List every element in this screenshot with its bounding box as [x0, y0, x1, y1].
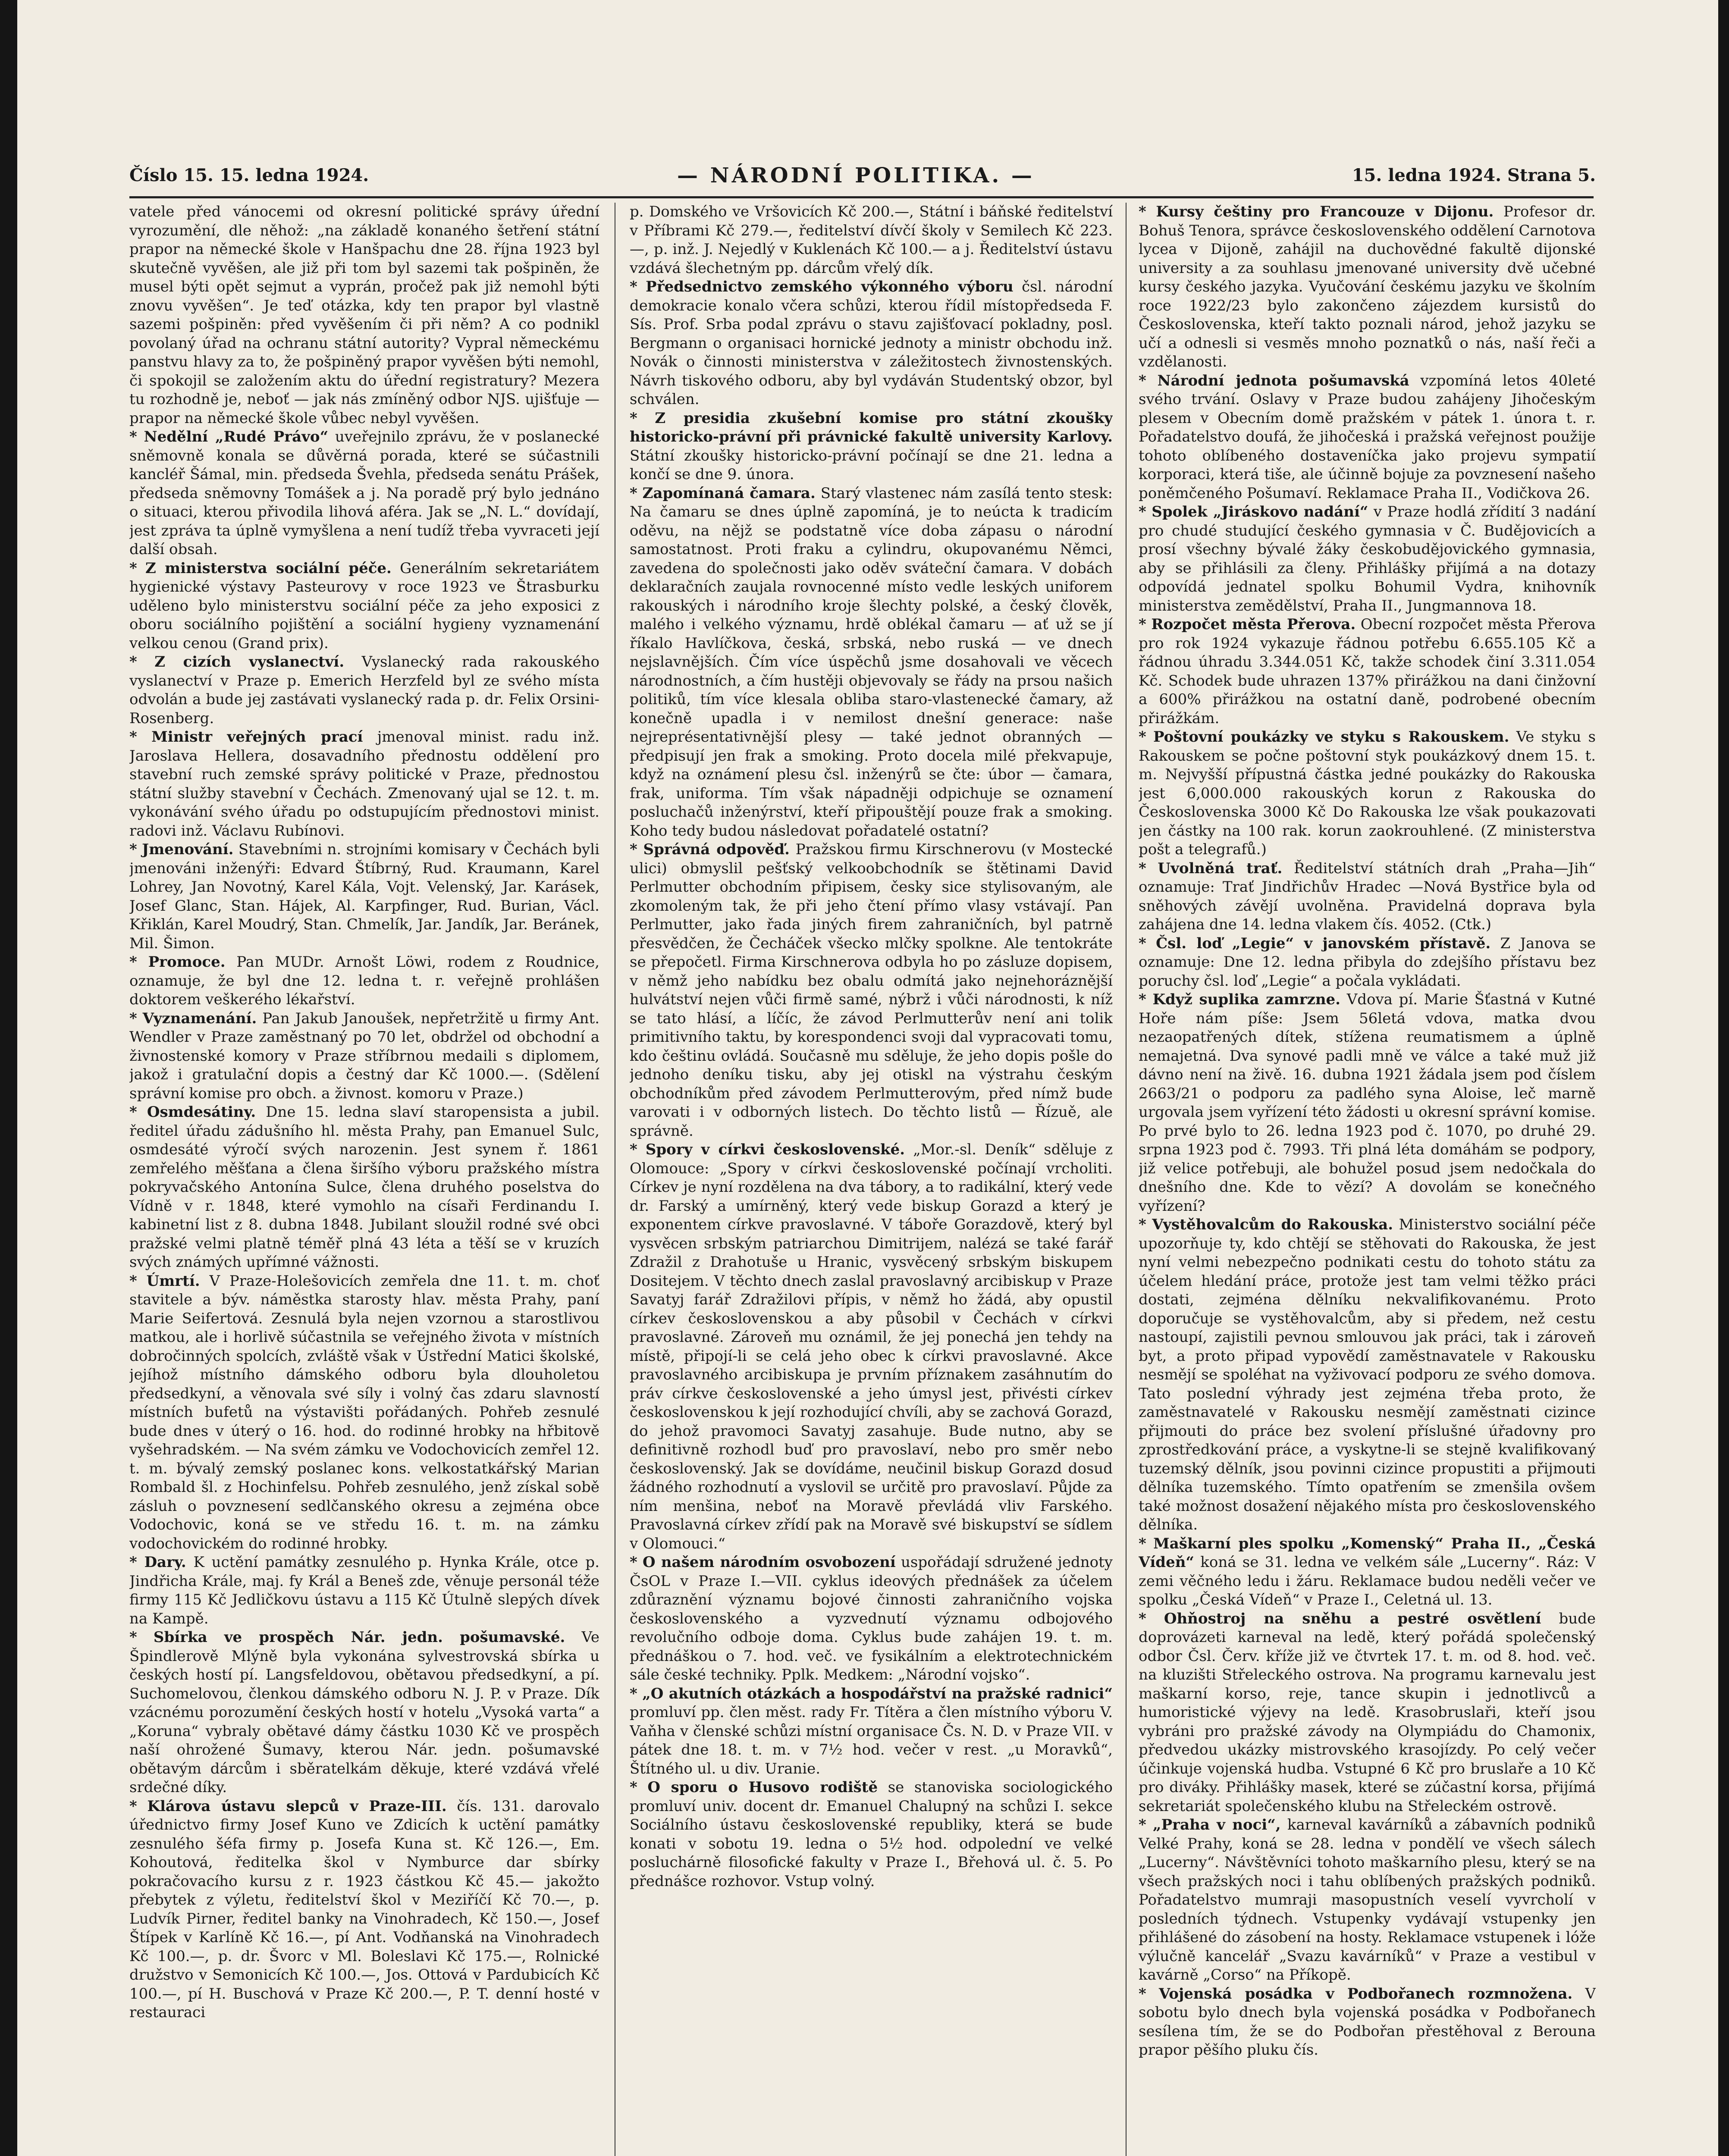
item-body: Vyslanecký rada rakouského vyslanectví v Praze p. Emerich Herzfeld byl ze svého místa odvolán a bude jej zastávati vyslanecký rada p. dr. Felix Orsini-Rosenberg.	[129, 653, 599, 727]
item-body: Obecní rozpočet města Přerova pro rok 1924 vykazuje řádnou potřebu 6.655.105 Kč a řádnou úhradu 3.344.051 Kč, takže schodek činí 3.311.054 Kč. Schodek bude uhrazen 137% přirážkou na dani činžovní a 600% přirážkou na ostatní daně, podrobené obecním přirážkám.	[1139, 616, 1596, 727]
news-item	[630, 409, 1113, 484]
item-bullet: *	[129, 1554, 137, 1571]
column-3	[1139, 203, 1596, 2156]
item-headline: Předsednictvo zemského výkonného výboru	[646, 278, 1014, 295]
item-body: Státní zkoušky historicko-právní počínají se dne 21. ledna a končí se dne 9. února.	[630, 447, 1113, 483]
item-body: karneval kavárníků a zábavních podniků Velké Prahy, koná se 28. ledna v pondělí ve všech sálech „Lucerny“. Návštěvníci tohoto maškarního plesu, který se na všech pražských noci i tahu oblíbených pražských podniků. Pořadatelstvo mumraji masopustních veselí vyvrcholí v posledních týdnech. Vstupenky vydávají vstupenky jen přihlášené do zásobení na hosty. Reklamace vstupenek i lóže výlučně kancelář „Svazu kavárníků“ v Praze a vestibul v kavárně „Corso“ na Příkopě.	[1139, 1816, 1596, 1984]
news-item	[630, 278, 1113, 409]
page-date-number: 15. ledna 1924. Strana 5.	[1352, 165, 1596, 185]
news-item	[1139, 615, 1596, 728]
item-headline: Klárova ústavu slepců v Praze-III.	[147, 1797, 447, 1815]
item-bullet: *	[129, 428, 137, 445]
item-body: Vdova pí. Marie Šťastná v Kutné Hoře nám píše: Jsem 56letá vdova, matka dvou nezaopatřených dítek, stížena reumatismem a úplně nemajetná. Dva synové padli mně ve válce a také muž již dávno není na živě. 16. dubna 1921 žádala jsem pod číslem 2663/21 o podporu za padlého syna Aloise, leč marně urgovala jsem vyřízení této žádosti u okresní správní komise. Po prvé bylo to 26. ledna 1923 pod č. 1070, po druhé 29. srpna 1923 pod č. 7993. Tři plná léta domáhám se podpory, již velice potřebuji, ale bohužel posud jsem nedočkala do dnešního dne. Kde to vězí? A dovolám se konečného vyřízení?	[1139, 991, 1596, 1215]
item-bullet: *	[129, 1272, 137, 1290]
item-bullet: *	[1139, 934, 1146, 952]
item-headline: Spory v církvi československé.	[645, 1141, 905, 1158]
item-headline: Zapomínaná čamara.	[642, 484, 816, 502]
item-body: uveřejnilo zprávu, že v poslanecké sněmovně konala se důvěrná porada, které se súčastnili kancléř Šámal, min. předseda Švehla, předseda senátu Prášek, předseda sněmovny Tomášek a j. Na poradě prý bylo jednáno o situaci, kterou přivodila lihová aféra. Jak se „N. L.“ dovídají, jest zpráva ta úplně vymyšlena a není tudíž třeba vyvraceti její další obsah.	[129, 428, 599, 558]
item-bullet: *	[630, 278, 637, 295]
item-body: Profesor dr. Bohuš Tenora, správce československého oddělení Carnotova lycea v Dijoně, zahájil na duchovědné fakultě dijonské university a za souhlasu jmenované university dvě učebné kursy českého jazyka. Vyučování českému jazyku ve školním roce 1922/23 bylo zakončeno zájezdem kursistů do Československa, kteří takto poznali národ, jehož jazyku se učí a odnesli si vesměs mnoho poznatků o nás, naší řeči a vzdělanosti.	[1139, 203, 1596, 370]
news-item	[129, 728, 599, 840]
item-bullet: *	[1139, 1216, 1146, 1233]
item-body: V sobotu bylo dnech byla vojenská posádka v Podbořanech sesílena tím, že se do Podbořan přestěhoval z Berouna prapor pěšího pluku čís.	[1139, 1985, 1596, 2059]
item-body: vzpomíná letos 40leté svého trvání. Oslavy v Praze budou zahájeny Jihočeským plesem v Obecním domě pražském v pátek 1. února t. r. Pořadatelstvo doufá, že jihočeská i pražská veřejnost použije tohoto oblíbeného dostaveníčka jako projevu sympatií korporaci, která tiše, ale účinně bojuje za povznesení našeho poněmčeného Pošumaví. Reklamace Praha II., Vodičkova 26.	[1139, 372, 1596, 502]
news-item	[129, 203, 599, 428]
item-body: Ve Špindlerově Mlýně byla vykonána sylvestrovská sbírka u českých hostí pí. Langsfeldovou, obětavou předsedkyní, a pí. Suchomelovou, členkou dámského odboru N. J. P. v Praze. Dík vzácnému porozumění českých hostí v hotelu „Vysoká varta“ a „Koruna“ vybraly obětavé dámy částku 1030 Kč ve prospěch naší ohrožené Šumavy, kterou Nár. jedn. pošumavské obětavým dárcům i sběratelkám děkuje, které vzdává vřelé srdečné díky.	[129, 1629, 599, 1796]
item-body: čís. 131. darovalo úřednictvo firmy Josef Kuno ve Zdicích k uctění památky zesnulého šéfa firmy p. Josefa Kuna st. Kč 126.—, Em. Kohoutová, ředitelka škol v Nymburce dar sbírky pokračovacího kursu z r. 1923 částkou Kč 45.— jakožto přebytek z výletu, ředitelství škol v Meziříčí Kč 70.—, p. Ludvík Pirner, ředitel banky na Vinohradech, Kč 150.—, Josef Štípek v Karlíně Kč 16.—, pí Ant. Vodňanská na Vinohradech Kč 100.—, p. dr. Švorc v Ml. Boleslavi Kč 175.—, Rolnické družstvo v Semonicích Kč 100.—, Jos. Ottová v Pardubicích Kč 100.—, pí H. Buschová v Praze Kč 200.—, P. T. denní hosté v restauraci	[129, 1797, 599, 2021]
item-headline: „O akutních otázkách a hospodářství na pražské radnici“	[642, 1685, 1113, 1702]
news-item	[630, 484, 1113, 841]
issue-number: Číslo 15. 15. ledna 1924.	[129, 165, 369, 185]
item-bullet: *	[630, 1685, 637, 1702]
news-item	[129, 653, 599, 728]
item-bullet: *	[1139, 1985, 1146, 2002]
item-headline: Maškarní ples spolku „Komenský“ Praha II., „Česká Vídeň“	[1139, 1535, 1596, 1571]
item-bullet: *	[129, 1009, 137, 1027]
item-body: Ředitelství státních drah „Praha—Jih“ oznamuje: Trať Jindřichův Hradec —Nová Bystřice byla od sněhových závějí uvolněna. Pravidelná doprava byla zahájena dne 14. ledna vlakem čís. 4052. (Ctk.)	[1139, 859, 1596, 933]
news-item	[630, 1685, 1113, 1779]
news-item	[1139, 990, 1596, 1216]
item-bullet: *	[129, 1629, 137, 1646]
news-item	[1139, 1985, 1596, 2060]
item-bullet: *	[1139, 503, 1146, 520]
scan-border-right	[1718, 0, 1729, 2156]
item-body: vatele před vánocemi od okresní politické správy úřední vyrozumění, dle něhož: „na základě konaného šetření státní prapor na německé škole v Hanšpachu dne 28. října 1923 byl skutečně vyvěšen, ale již při tom byl sazemi tak pošpiněn, že musel býti opět sejmut a vyprán, pročež pak již nemohl býti znovu vyvěšen“. Je teď otázka, kdy ten prapor byl vlastně sazemi pošpiněn: před vyvěšením či při něm? A co podnikl povolaný úřad na ochranu státní autority? Vypral německému panstvu hlavy za to, že pošpiněný prapor vyvěšen býti nemohl, či spokojil se založením aktu do úřední registratury? Mezera tu rozhodně je, neboť — jak nás zmíněný odbor NJS. ujišťuje — prapor na německé škole vůbec nebyl vyvěšen.	[129, 203, 599, 427]
news-item	[630, 1141, 1113, 1553]
item-body: Generálním sekretariátem hygienické výstavy Pasteurovy v roce 1923 ve Štrasburku uděleno bylo ministerstvu sociální péče za jeho exposici z oboru sociálního pojištění a sociální hygieny vyznamenání velkou cenou (Grand prix).	[129, 559, 599, 652]
item-body: promluví pp. člen měst. rady Fr. Títěra a člen místního výboru V. Vaňha v členské schůzi místní organisace Čs. N. D. v Praze VII. v pátek dne 18. t. m. v 7½ hod. večer v rest. „u Moravků“, Štítného ul. u div. Uranie.	[630, 1704, 1113, 1777]
item-headline: O sporu o Husovo rodiště	[647, 1779, 878, 1796]
item-body: Starý vlastenec nám zasílá tento stesk: Na čamaru se dnes úplně zapomíná, je to neúcta k tradicím oděvu, na nějž se podstatně více doba zápasu o národní samostatnost. Proti fraku a cylindru, okupovanému Němci, zavedena do společnosti jako oděv sváteční čamara. V dobách deklaračních zaujala rovnocenné místo vedle leských uniforem rakouských i národního kroje šlechty polské, a český člověk, malého i velkého významu, hrdě oblékal čamaru — ať už se jí říkalo Havlíčkova, česká, srbská, nebo ruská — ve dnech nejslavnějších. Čím více úspěchů jsme dosahovali ve věcech národnostních, a čím hustěji objevovaly se řády na prsou našich politiků, tím více klesala obliba staro-vlastenecké čamary, až konečně upadla i v nemilost dnešní generace: naše nejreprésentativnější plesy — také jednot obranných — předpisují jen frak a smoking. Proto docela milé překvapuje, když na oznámení plesu čsl. inženýrů se čte: úbor — čamara, frak, uniforma. Tím však nápadněji odpichuje se oznamení posluchačů inženýrství, kteří připouštějí pouze frak a smoking. Koho tedy budou následovat pořadatelé ostatní?	[630, 484, 1113, 840]
item-bullet: *	[1139, 1816, 1146, 1833]
item-bullet: *	[1139, 1535, 1146, 1552]
item-bullet: *	[129, 1797, 137, 1815]
item-body: Pan MUDr. Arnošt Löwi, rodem z Roudnice, oznamuje, že byl dne 12. ledna t. r. veřejně prohlášen doktorem veškerého lékařství.	[129, 953, 599, 1008]
item-headline: Promoce.	[148, 953, 226, 971]
news-item	[630, 1553, 1113, 1685]
item-headline: Když suplika zamrzne.	[1152, 991, 1341, 1008]
item-bullet: *	[1139, 728, 1146, 746]
item-headline: Spolek „Jiráskovo nadání“	[1152, 503, 1368, 520]
column-2	[630, 203, 1113, 2156]
item-body: bude doprovázeti karneval na ledě, který pořádá společenský odbor Čsl. Červ. kříže již ve čtvrtek 17. t. m. od 8. hod. več. na kluzišti Střeleckého ostrova. Na programu karnevalu jest maškarní korso, reje, tance skupin i jednotlivců a humoristické výjevy na ledě. Krasobruslaři, kteří jsou vybráni pro pražské závody na Olympiádu do Chamonix, předvedou ukázky mistrovského krasojízdy. Po celý večer účinkuje vojenská hudba. Vstupné 6 Kč pro bruslaře a 10 Kč pro diváky. Přihlášky masek, které se zúčastní korsa, přijímá sekretariát společenského klubu na Střeleckém ostrově.	[1139, 1610, 1596, 1815]
item-body: Ve styku s Rakouskem se počne poštovní styk poukázkový dnem 15. t. m. Nejvyšší přípustná částka jedné poukázky do Rakouska jest 6,000.000 rakouských korun z Rakouska do Československa 3000 Kč Do Rakouska lze však poukazovati jen částky na 100 rak. korun zaokrouhlené. (Z ministerstva pošt a telegrafů.)	[1139, 728, 1596, 858]
news-item	[129, 428, 599, 559]
news-item	[129, 1797, 599, 2022]
item-headline: Kursy češtiny pro Francouze v Dijonu.	[1156, 203, 1494, 220]
item-headline: Vystěhovalcům do Rakouska.	[1152, 1216, 1393, 1233]
news-item	[129, 1628, 599, 1797]
news-item	[129, 1553, 599, 1628]
item-bullet: *	[630, 409, 637, 427]
news-item	[129, 1272, 599, 1554]
item-bullet: *	[129, 559, 137, 577]
item-body: Z Janova se oznamuje: Dne 12. ledna přibyla do zdejšího přístavu bez poruchy čsl. loď „Legie“ a počala vykládati.	[1139, 934, 1596, 990]
news-item	[129, 953, 599, 1009]
item-body: Dne 15. ledna slaví staropensista a jubil. ředitel úřadu zádušního hl. města Prahy, pan Emanuel Sulc, osmdesáté výročí svých narozenin. Jest synem ř. 1861 zemřelého měšťana a člena širšího výboru pražského místra pokryvačského Antonína Sulce, člena druhého poselstva do Vídně v r. 1848, které vymohlo na císaři Ferdinandu I. kabinetní list z 8. dubna 1848. Jubilant sloužil rodné své obci pražské velmi platně téměř plná 43 léta a těší se v kruzích svých známých upřímné vážnosti.	[129, 1103, 599, 1271]
item-headline: Z cizích vyslanectví.	[154, 653, 345, 671]
news-item	[1139, 203, 1596, 372]
news-item	[129, 1103, 599, 1272]
item-headline: Z ministerstva sociální péče.	[145, 559, 392, 577]
news-item	[1139, 1535, 1596, 1610]
item-headline: Vojenská posádka v Podbořanech rozmnožena.	[1159, 1985, 1573, 2002]
item-body: jmenoval minist. radu inž. Jaroslava Hellera, dosavadního přednostu oddělení pro stavební ruch zemské správy politické v Praze, přednostou státní služby stavební v Čechách. Zmenovaný ujal se 12. t. m. vykonávání svého úřadu po odstupujícím přednostovi minist. radovi inž. Václavu Rubínovi.	[129, 728, 599, 840]
item-headline: Čsl. loď „Legie“ v janovském přístavě.	[1156, 934, 1491, 952]
item-body: Stavebními n. strojními komisary v Čechách byli jmenováni inženýři: Edvard Štíbrný, Rud. Kraumann, Karel Lohrey, Jan Novotný, Karel Kála, Vojt. Velenský, Jar. Karásek, Josef Glanc, Stan. Hájek, Al. Karpfinger, Rud. Burian, Václ. Křiklán, Karel Moudrý, Stan. Chmelík, Jar. Jandík, Jar. Beránek, Mil. Šimon.	[129, 841, 599, 952]
item-body: p. Domského ve Vršovicích Kč 200.—, Státní i báňské ředitelství v Příbrami Kč 279.—, ředitelství dívčí školy v Semilech Kč 223.—, p. inž. J. Nejedlý v Kuklenách Kč 100.— a j. Ředitelství ústavu vzdává šlechetným pp. dárcům vřelý dík.	[630, 203, 1113, 277]
item-body: čsl. národní demokracie konalo včera schůzi, kterou řídil místopředseda F. Sís. Prof. Srba podal zprávu o stavu zajišťovací pokladny, posl. Bergmann o organisaci hornické jednoty a ministr obchodu inž. Novák o činnosti ministerstva v záležitostech živnostenských. Návrh tiskového odboru, aby byl vydáván Studentský obzor, byl schválen.	[630, 278, 1113, 408]
item-headline: Rozpočet města Přerova.	[1151, 616, 1356, 633]
item-headline: Poštovní poukázky ve styku s Rakouskem.	[1153, 728, 1509, 746]
item-bullet: *	[129, 728, 137, 746]
item-bullet: *	[1139, 616, 1146, 633]
item-body: Ministerstvo sociální péče upozorňuje ty, kdo chtějí se stěhovati do Rakouska, že jest nyní velmi nebezpečno podnikati cestu do tohoto státu za účelem hledání práce, protože jest tam velmi těžko práci dostati, zejména dělníku nekvalifikovanému. Proto doporučuje se vystěhovalcům, aby si předem, než cestu nastoupí, zajistili pevnou smlouvou jak práci, tak i zároveň byt, a proto připad vypovědí zaměstnavatele v Rakousku nesmějí se spoléhat na vyživovací podporu ze svého domova. Tato poslední výhrady jest zejména třeba proto, že zaměstnavatelé v Rakousku nesmějí zaměstnati cizince přijmouti do práce bez svolení příslušné úřadovny pro zprostředkování práce, a vyskytne-li se stejně kvalifikovaný tuzemský dělník, jsou povinni cizince propustiti a přijmouti dělníka tuzemského. Tímto opatřením se zmenšila ovšem také možnost dosažení nějakého místa pro československého dělníka.	[1139, 1216, 1596, 1533]
item-bullet: *	[129, 841, 137, 858]
news-item	[1139, 934, 1596, 991]
item-bullet: *	[129, 953, 137, 971]
news-item	[1139, 1610, 1596, 1816]
item-headline: Osmdesátiny.	[147, 1103, 256, 1121]
column-1	[129, 203, 599, 2156]
item-headline: „Praha v noci“,	[1153, 1816, 1281, 1833]
news-item	[1139, 859, 1596, 934]
masthead-title: — NÁRODNÍ POLITIKA. —	[677, 163, 1035, 188]
item-body: Pražskou firmu Kirschnerovu (v Mostecké ulici) obmyslil pešťský velkoobchodník se štětinami David Perlmutter obchodním připisem, česky sice stylisovaným, ale zkomoleným tak, že při jeho čtení přímo vlasy vstávají. Pan Perlmutter, jako řada jiných firem zahraničních, byl patrně přesvědčen, že Čecháček všecko mlčky spolkne. Ale tentokráte se přepočetl. Firma Kirschnerova odbyla ho po zásluze dopisem, v němž jeho nabídku bez obalu odmítá jako nejnehoráznější hulvátství nejen vůči firmě samé, nýbrž i vůči národnosti, k níž se tato hlásí, a líčíc, že závod Perlmutterův není ani tolik primitivního taktu, by korespondenci svoji dal vypracovati tomu, kdo češtinu ovládá. Současně mu sděluje, že jeho dopis pošle do jednoho deníku tisku, aby jej otiskl na výstrahu českým obchodníkům před závodem Perlmutterovým, před nímž bude varovati i v odborných listech. Do těchto listů — Řízuě, ale správně.	[630, 841, 1113, 1140]
item-bullet: *	[129, 653, 137, 671]
item-bullet: *	[1139, 859, 1146, 877]
header-rule	[129, 196, 1594, 198]
item-headline: Jmenování.	[142, 841, 234, 858]
item-body: koná se 31. ledna ve velkém sále „Lucerny“. Ráz: V zemi věčného ledu i žáru. Reklamace budou neděli večer ve spolku „Česká Vídeň“ v Praze I., Celetná ul. 13.	[1139, 1554, 1596, 1608]
item-headline: O našem národním osvobození	[642, 1554, 896, 1571]
item-bullet: *	[630, 1779, 637, 1796]
item-body: Pan Jakub Janoušek, nepřetržitě u firmy Ant. Wendler v Praze zaměstnaný po 70 let, obdržel od obchodní a živnostenské komory v Praze stříbrnou medaili s diplomem, jakož i gratulační dopis a čestný dar Kč 1000.—. (Sdělení správní komise pro obch. a živnost. komoru v Praze.)	[129, 1009, 599, 1102]
item-bullet: *	[630, 841, 637, 858]
item-bullet: *	[1139, 1610, 1146, 1627]
page-header	[129, 162, 1596, 192]
item-headline: Vyznamenání.	[142, 1009, 257, 1027]
item-headline: Ohňostroj na sněhu a pestré osvětlení	[1164, 1610, 1541, 1627]
item-bullet: *	[630, 1141, 637, 1158]
item-bullet: *	[1139, 991, 1146, 1008]
column-divider	[1126, 203, 1127, 2156]
news-item	[630, 1778, 1113, 1891]
news-item	[630, 203, 1113, 278]
item-bullet: *	[630, 1554, 637, 1571]
item-body: uspořádají sdružené jednoty ČsOL v Praze I.—VII. cyklus ideových přednášek za účelem zdůraznění významu bojové činnosti zahraničního vojska československého a vyzvednutí významu odbojového revolučního odboje doma. Cyklus bude zahájen 19. t. m. přednáškou o 7. hod. več. ve fysikálním a elektrotechnickém sále české techniky. Pplk. Medkem: „Národní vojsko“.	[630, 1554, 1113, 1683]
news-item	[630, 840, 1113, 1141]
item-headline: Uvolněná trať.	[1158, 859, 1283, 877]
scan-border-left	[0, 0, 17, 2156]
item-body: v Praze hodlá zřídití 3 nadání pro chudé studující českého gymnasia v Č. Budějovicích a prosí všechny bývalé žáky českobudějovického gymnasia, aby se přihlásili za členy. Přihlášky přijímá a na dotazy odpovídá jednatel spolku Bohumil Vydra, knihovník ministerstva zemědělství, Praha II., Jungmannova 18.	[1139, 503, 1596, 614]
item-headline: Z presidia zkušební komise pro státní zkoušky historicko-právní při právnické fakultě university Karlovy.	[630, 409, 1113, 445]
news-item	[1139, 1816, 1596, 1985]
news-item	[129, 1009, 599, 1103]
item-headline: Úmrtí.	[146, 1272, 200, 1290]
item-body: K uctění památky zesnulého p. Hynka Krále, otce p. Jindřicha Krále, maj. fy Král a Beneš zde, věnuje personál téže firmy 115 Kč Jedličkovu ústavu a 115 Kč Útulně slepých dívek na Kampě.	[129, 1554, 599, 1627]
item-body: „Mor.-sl. Deník“ sděluje z Olomouce: „Spory v církvi československé počínají vrcholiti. Církev je nyní rozdělena na dva tábory, a to radikální, který vede dr. Farský a umírněný, který vede biskup Gorazd a který je exponentem církve pravoslavné. V táboře Gorazdově, který byl vysvěcen srbským patriarchou Dimitrijem, nalézá se také farář Zdražil z Drahotuše u Hranic, vysvěcený srbským biskupem Dositejem. V těchto dnech zaslal pravoslavný arcibiskup v Praze Savatyj farář Zdražilovi přípis, v němž ho žádá, aby opustil církev československou a aby působil v Čechách v církvi pravoslavné. Zároveň mu oznámil, že jej ponechá jen tehdy na místě, připojí-li se celá jeho obec k církvi pravoslavné. Akce pravoslavného arcibiskupa je prvním příznakem zasáhnutím do práv církve československé a jeho úmysl jest, přivésti církev československou k její rozhodující chvíli, aby se zachová Gorazd, do jehož pravomoci Savatyj zasahuje. Bude nutno, aby se definitivně rozhodl buď pro pravoslaví, nebo pro směr nebo československý. Jak se dovídáme, neučinil biskup Gorazd dosud žádného rozhodnutí a vyslovil se určitě pro pravoslaví. Půjde za ním menšina, neboť na Moravě převládá vliv Farského. Pravoslavná církev zřídí pak na Moravě své biskupství se sídlem v Olomouci.“	[630, 1141, 1113, 1552]
news-item	[1139, 372, 1596, 503]
item-bullet: *	[1139, 203, 1146, 220]
item-body: V Praze-Holešovicích zemřela dne 11. t. m. choť stavitele a býv. náměstka starosty hlav. města Prahy, paní Marie Seifertová. Zesnulá byla nejen vzornou a starostlivou matkou, ale i horlivě súčastnila se veřejného života v místních dobročinných spolcích, zvláště však v Ústřední Matici školské, jejíhož místního dámského odboru byla dlouholetou předsedkyní, a věnovala své síly i volný čas zdaru slavností místních bufetů na výstavišti pořádaných. Pohřeb zesnulé bude dnes v úterý o 16. hod. do rodinné hrobky na hřbitově vyšehradském. — Na svém zámku ve Vodochovicích zemřel 12. t. m. bývalý zemský poslanec kons. velkostatkářský Marian Rombald šl. z Hochinfelsu. Pohřeb zesnulého, jenž získal sobě zásluh o povznesení sedlčanského okresu a zejména obce Vodochovic, koná se ve středu 16. t. m. na zámku vodochovickém do rodinné hrobky.	[129, 1272, 599, 1552]
item-headline: Národní jednota pošumavská	[1157, 372, 1409, 389]
item-headline: Ministr veřejných prací	[151, 728, 363, 746]
news-item	[1139, 503, 1596, 615]
news-item	[1139, 1216, 1596, 1535]
news-item	[1139, 728, 1596, 859]
item-headline: Sbírka ve prospěch Nár. jedn. pošumavské.	[153, 1629, 565, 1646]
item-headline: Správná odpověď.	[643, 841, 790, 858]
item-headline: Dary.	[144, 1554, 186, 1571]
news-item	[129, 559, 599, 653]
item-bullet: *	[1139, 372, 1146, 389]
item-body: se stanoviska sociologického promluví univ. docent dr. Emanuel Chalupný na schůzi I. sekce Sociálního ústavu československé republiky, která se bude konati v sobotu 19. ledna o 5½ hod. odpolední ve velké posluchárně filosofické fakulty v Praze I., Břehová ul. č. 5. Po přednášce rozhovor. Vstup volný.	[630, 1779, 1113, 1890]
news-item	[129, 840, 599, 953]
item-bullet: *	[129, 1103, 137, 1121]
item-bullet: *	[630, 484, 637, 502]
item-headline: Nedělní „Rudé Právo“	[144, 428, 329, 445]
